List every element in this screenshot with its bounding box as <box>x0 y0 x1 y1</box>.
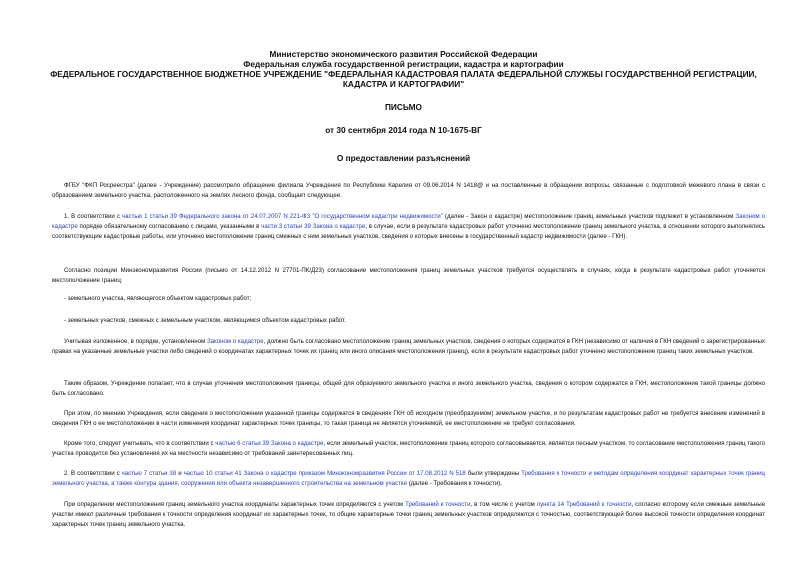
paragraph-intro: ФГБУ "ФКП Росреестра" (далее - Учреждение) рассмотрело обращение филиала Учреждения по Республике Карелия от 09.06.2014 N 1418@ и на поставленные в обращении вопросы, связанные с подготовкой межевого плана в связи с образованием земельного участка, расположенного на землях лесного фонда, сообщает следующее. <box>52 182 765 199</box>
paragraph-7 <box>52 469 765 489</box>
paragraph-6 <box>52 439 765 459</box>
document-type: ПИСЬМО <box>384 102 423 112</box>
link-art39-part3[interactable]: части 3 статьи 39 Закона о кадастре <box>261 223 366 230</box>
paragraph-4: Таким образом, Учреждение полагает, что в случае уточнения местоположения границы, общей для образуемого земельного участка и иного земельного участка, сведения о котором содержатся в ГКН, местоположение такой границы должно быть согласовано. <box>52 380 765 397</box>
document-subject: О предоставлении разъяснений <box>336 153 471 163</box>
paragraph-text: , в том числе с учетом <box>470 501 537 508</box>
link-cadastre-law[interactable]: Законом о кадастре <box>52 213 765 230</box>
paragraph-text: и <box>176 470 184 477</box>
link-accuracy-requirements[interactable]: Требований к точности <box>405 501 471 508</box>
paragraph-8 <box>52 500 765 530</box>
paragraph-text: , в случае, если в результате кадастровых работ уточнено местоположение границ земельного участка, в отношении которого выполнялись соответствующие кадастровые работы, или уточнено местоположение границ смежных с ним земельных участков, сведения о которых внесены в государственный кадастр недвижимости (далее - ГКН). <box>52 223 765 240</box>
paragraph-1 <box>52 212 765 242</box>
paragraph-text: Кроме того, следует учитывать, что в соответствии с <box>64 440 216 447</box>
link-accuracy-requirements[interactable]: Требования к точности и методам определения координат характерных точек границ земельного участка, а также контура здания, сооружения или объекта незавершенного строительства на земельном участке <box>52 470 765 487</box>
paragraph-text: 1. В соответствии с <box>64 213 122 220</box>
paragraph-text: были утверждены <box>465 470 522 477</box>
list-item-1: - земельного участка, являющегося объектом кадастровых работ; <box>64 295 252 302</box>
link-art41-part10[interactable]: частью 10 статьи 41 Закона о кадастре <box>183 470 297 477</box>
link-art39-part6[interactable]: частью 6 статьи 39 Закона о кадастре <box>215 440 324 447</box>
paragraph-text: При определении местоположения границ земельного участка координаты характерных точек определяются с учетом <box>64 501 406 508</box>
paragraph-2: Согласно позиции Минэкономразвития России (письмо от 14.12.2012 N 27701-ПК/Д23) согласование местоположения границ земельных участков требуется осуществлять в случаях, когда в результате кадастровых работ уточняется местоположение границ: <box>52 267 765 284</box>
paragraph-text: , согласно которому если смежные земельные участки имеют различные требования к точности определения координат их характерных точек, то общие характерные точки границ земельных участков определяются с точностью, соответствующей более высокой точности определения координат характерных точек границ земельного участка. <box>52 501 766 528</box>
link-accuracy-requirements-item14[interactable]: пункта 14 Требований к точности <box>536 501 632 508</box>
institution-heading: ФЕДЕРАЛЬНОЕ ГОСУДАРСТВЕННОЕ БЮДЖЕТНОЕ УЧРЕЖДЕНИЕ "ФЕДЕРАЛЬНАЯ КАДАСТРОВАЯ ПАЛАТА ФЕДЕРАЛЬНОЙ СЛУЖБЫ ГОСУДАРСТВЕННОЙ РЕГИСТРАЦИИ, КАДАСТРА И КАРТОГРАФИИ" <box>50 69 757 89</box>
paragraph-text: (далее - Закон о кадастре) местоположение границ земельных участков подлежит в установленном <box>442 213 736 220</box>
paragraph-text: (далее - Требования к точности). <box>407 480 502 487</box>
paragraph-3 <box>52 337 765 357</box>
paragraph-text: 2. В соответствии с <box>64 470 122 477</box>
link-order-518[interactable]: приказом Минэкономразвития России от 17.08.2012 N 518 <box>298 470 466 477</box>
list-item-2: - земельных участков, смежных с земельным участком, являющимся объектом кадастровых работ. <box>64 317 346 324</box>
paragraph-text: , должно быть согласовано местоположение границ земельных участков, сведения о которых содержатся в ГКН (независимо от наличия в ГКН сведений о зарегистрированных правах на указанные земельные участки либо сведений о координатах характерных точек их границ или иного описания местоположения границ), если в результате кадастровых работ уточнено местоположение границ таких земельных участков. <box>52 338 765 355</box>
link-art38-part7[interactable]: частью 7 статьи 38 <box>121 470 177 477</box>
service-heading: Федеральная служба государственной регистрации, кадастра и картографии <box>243 59 564 69</box>
document-date-number: от 30 сентября 2014 года N 10-1675-ВГ <box>325 125 482 135</box>
paragraph-text: порядке обязательному согласованию с лицами, указанными в <box>77 223 262 230</box>
paragraph-5: При этом, по мнению Учреждения, если сведения о местоположении указанной границы содержатся в сведениях ГКН об исходном (преобразуемом) земельном участке, и по результатам кадастровых работ не требуется внесение изменений в сведения ГКН о ее местоположении в части изменения координат характерных точек границы, то такая граница не является уточняемой, ее местоположение не требует согласования. <box>52 410 765 427</box>
link-cadastre-law[interactable]: Законом о кадастре <box>206 338 264 345</box>
ministry-heading: Министерство экономического развития Российской Федерации <box>269 49 538 59</box>
paragraph-text: , если земельный участок, местоположение границ которого согласовывается, является лесным участком, то согласование местоположения границ такого участка проводится без установления их на местности независимо от требований заинтересованных лиц. <box>52 440 765 457</box>
paragraph-text: Учитывая изложенное, в порядке, установленном <box>64 338 207 345</box>
link-law-221-fz-art39-part1[interactable]: частью 1 статьи 39 Федерального закона от 24.07.2007 N 221-ФЗ "О государственном кадастре недвижимости" <box>121 213 443 220</box>
